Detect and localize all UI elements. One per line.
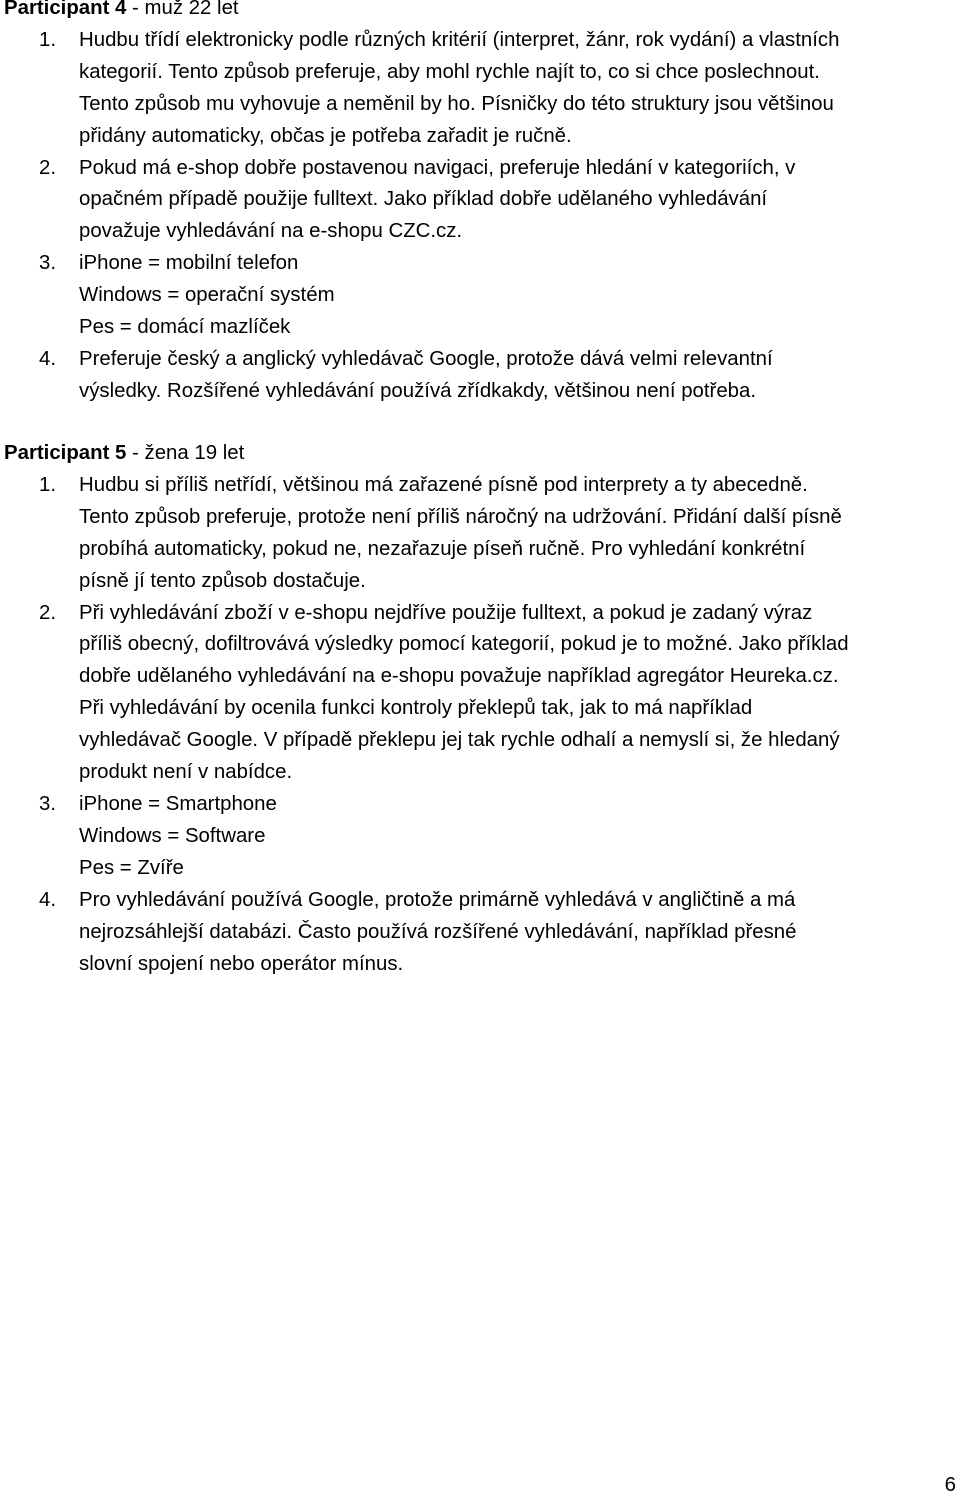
answer-line: Pes = Zvíře	[79, 856, 184, 879]
answer-line: dobře udělaného vyhledávání na e-shopu považuje například agregátor Heureka.cz.	[79, 665, 839, 688]
participant-4-answer-4	[4, 344, 954, 408]
participant-4-section	[4, 0, 954, 408]
participant-5-label: Participant 5	[4, 442, 127, 464]
answer-line: Při vyhledávání zboží v e-shopu nejdříve použije fulltext, a pokud je zadaný výraz	[79, 601, 813, 624]
answer-line: opačném případě použije fulltext. Jako příklad dobře udělaného vyhledávání	[79, 188, 768, 211]
answer-line: Windows = operační systém	[79, 284, 335, 307]
participant-4-label: Participant 4	[4, 0, 127, 19]
answer-line: Při vyhledávání by ocenila funkci kontroly překlepů tak, jak to má například	[79, 697, 753, 720]
participant-5-answer-2	[4, 598, 954, 789]
answer-line: slovní spojení nebo operátor mínus.	[79, 952, 404, 975]
answer-line: Windows = Software	[79, 824, 266, 847]
answer-line: přidány automaticky, občas je potřeba zařadit je ručně.	[79, 124, 572, 147]
participant-4-answers	[4, 25, 954, 408]
answer-line: produkt není v nabídce.	[79, 761, 293, 784]
answer-line: Pokud má e-shop dobře postavenou navigaci, preferuje hledání v kategoriích, v	[79, 156, 796, 179]
participant-5-answers	[4, 470, 954, 981]
answer-line: Tento způsob mu vyhovuje a neměnil by ho. Písničky do této struktury jsou většinou	[79, 92, 834, 115]
answer-line: Hudbu si příliš netřídí, většinou má zařazené písně pod interprety a ty abecedně.	[79, 473, 808, 496]
page-number: 6	[944, 1474, 956, 1496]
answer-line: Preferuje český a anglický vyhledávač Google, protože dává velmi relevantní	[79, 347, 773, 370]
answer-line: iPhone = Smartphone	[79, 792, 277, 815]
participant-4-detail: - muž 22 let	[126, 0, 239, 19]
answer-number: 3.	[39, 252, 57, 275]
answer-line: Hudbu třídí elektronicky podle různých kritérií (interpret, žánr, rok vydání) a vlastních	[79, 28, 840, 51]
answer-number: 2.	[39, 156, 57, 179]
answer-line: vyhledávač Google. V případě překlepu jej tak rychle odhalí a nemyslí si, že hledaný	[79, 729, 840, 752]
answer-number: 1.	[39, 473, 57, 496]
participant-5-heading	[4, 438, 954, 470]
participant-4-answer-1	[4, 25, 954, 153]
answer-line: písně jí tento způsob dostačuje.	[79, 569, 366, 592]
answer-line: příliš obecný, dofiltrovává výsledky pomocí kategorií, pokud je to možné. Jako příklad	[79, 633, 849, 656]
answer-line: probíhá automaticky, pokud ne, nezařazuje píseň ručně. Pro vyhledání konkrétní	[79, 537, 806, 560]
answer-line: Pro vyhledávání používá Google, protože primárně vyhledává v angličtině a má	[79, 888, 796, 911]
participant-5-detail: - žena 19 let	[126, 442, 245, 464]
participant-5-answer-1	[4, 470, 954, 598]
answer-line: iPhone = mobilní telefon	[79, 252, 299, 275]
answer-line: Tento způsob preferuje, protože není příliš náročný na udržování. Přidání další písně	[79, 505, 842, 528]
answer-line: Pes = domácí mazlíček	[79, 316, 291, 339]
participant-4-heading	[4, 0, 954, 25]
answer-line: kategorií. Tento způsob preferuje, aby mohl rychle najít to, co si chce poslechnout.	[79, 60, 820, 83]
participant-5-answer-4	[4, 885, 954, 981]
answer-line: výsledky. Rozšířené vyhledávání používá zřídkakdy, většinou není potřeba.	[79, 379, 757, 402]
answer-number: 2.	[39, 601, 57, 624]
participant-4-answer-2	[4, 153, 954, 249]
participant-5-section	[4, 438, 954, 980]
participant-5-answer-3	[4, 789, 954, 885]
answer-number: 3.	[39, 792, 57, 815]
answer-line: považuje vyhledávání na e-shopu CZC.cz.	[79, 220, 463, 243]
answer-line: nejrozsáhlejší databázi. Často používá rozšířené vyhledávání, například přesné	[79, 920, 797, 943]
participant-4-answer-3	[4, 248, 954, 344]
answer-number: 1.	[39, 28, 57, 51]
answer-number: 4.	[39, 347, 57, 370]
answer-number: 4.	[39, 888, 57, 911]
